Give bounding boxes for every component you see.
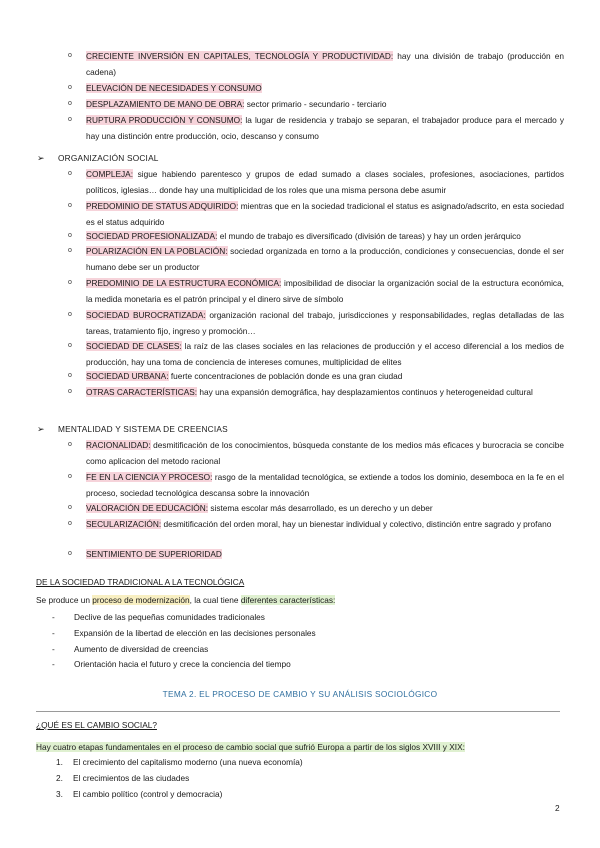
item-term: SENTIMIENTO DE SUPERIORIDAD [86, 549, 222, 559]
item-text: la raíz de las clases sociales en las relaciones de producción y el acceso diferencial a los medios de producción, hay una toma de conciencia de intereses comunes, multiplicidad de elites [86, 341, 564, 367]
numbered-item: El crecimiento del capitalismo moderno (una nueva economía) [73, 757, 303, 767]
item-text: desmitificación de los conocimientos, búsqueda constante de los medios más eficaces y burocracia se concibe como aplicacion del metodo racional [86, 440, 564, 466]
circle-bullet-icon: o [68, 388, 72, 395]
item-term: SOCIEDAD BUROCRATIZADA: [86, 310, 206, 320]
item-term: SECULARIZACIÓN: [86, 519, 162, 529]
circle-bullet-icon: o [68, 279, 72, 286]
numbered-item: El crecimientos de las ciudades [73, 773, 190, 783]
circle-bullet-icon: o [68, 247, 72, 254]
list-item [86, 338, 564, 370]
dash-item: Aumento de diversidad de creencias [74, 644, 209, 654]
list-item [86, 384, 564, 400]
numbered-item: El cambio político (control y democracia) [73, 789, 223, 799]
item-term: COMPLEJA: [86, 169, 134, 179]
section-title-organizacion: ORGANIZACIÓN SOCIAL [58, 153, 159, 163]
item-term: FE EN LA CIENCIA Y PROCESO: [86, 472, 213, 482]
dash-item: Declive de las pequeñas comunidades tradicionales [74, 612, 265, 622]
page-number: 2 [555, 803, 560, 813]
item-term: OTRAS CARACTERÍSTICAS: [86, 387, 198, 397]
item-term: SOCIEDAD URBANA: [86, 371, 169, 381]
item-text: desmitificación del orden moral, hay un bienestar individual y colectivo, distinción entre sagrado y profano [161, 519, 552, 529]
circle-bullet-icon: o [68, 550, 72, 557]
dash-item: Expansión de la libertad de elección en las decisiones personales [74, 628, 316, 638]
item-text: sistema escolar más desarrollado, es un derecho y un deber [208, 503, 433, 513]
item-text: mientras que en la sociedad tradicional el status es asignado/adscrito, en esta sociedad es el status adquirido [86, 201, 564, 227]
tema-title: TEMA 2. EL PROCESO DE CAMBIO Y SU ANÁLISIS SOCIOLÓGICO [162, 689, 438, 699]
item-term: CRECIENTE INVERSIÓN EN CAPITALES, TECNOLOGÍA Y PRODUCTIVIDAD: [86, 51, 394, 61]
item-term: POLARIZACIÓN EN LA POBLACIÓN: [86, 246, 228, 256]
item-term: RUPTURA PRODUCCIÓN Y CONSUMO: [86, 115, 243, 125]
circle-bullet-icon: o [68, 342, 72, 349]
arrow-bullet-icon: ➢ [37, 424, 45, 434]
circle-bullet-icon: o [68, 84, 72, 91]
circle-bullet-icon: o [68, 116, 72, 123]
tema-question: ¿QUÉ ES EL CAMBIO SOCIAL? [36, 720, 157, 730]
item-text: sociedad organizada en torno a la producción, condiciones y consecuencias, donde el ser humano debe ser un productor [86, 246, 564, 272]
item-text: el mundo de trabajo es diversificado (división de tareas) y hay un orden jerárquico [217, 231, 521, 241]
tema-intro: Hay cuatro etapas fundamentales en el proceso de cambio social que sufrió Europa a partir de los siglos XVIII y XIX: [36, 742, 465, 752]
circle-bullet-icon: o [68, 100, 72, 107]
transition-intro: Se produce un proceso de modernización, la cual tiene diferentes características: [36, 595, 336, 605]
item-text: hay una división de trabajo (producción en cadena) [86, 51, 564, 77]
circle-bullet-icon: o [68, 311, 72, 318]
item-term: SOCIEDAD PROFESIONALIZADA: [86, 231, 218, 241]
item-term: PREDOMINIO DE LA ESTRUCTURA ECONÓMICA: [86, 278, 282, 288]
item-text: organización racional del trabajo, jurisdicciones y responsabilidades, reglas detalladas de las tareas, tratamiento fijo, ingreso y promoción… [86, 310, 564, 336]
item-text: hay una expansión demográfica, hay desplazamientos continuos y heterogeneidad cultural [197, 387, 533, 397]
list-number: 2. [56, 773, 63, 783]
dash-bullet-icon: - [52, 644, 55, 654]
list-item [86, 437, 564, 469]
item-term: RACIONALIDAD: [86, 440, 151, 450]
list-item [86, 96, 564, 112]
circle-bullet-icon: o [68, 52, 72, 59]
list-item [86, 368, 564, 384]
list-item [86, 500, 564, 516]
list-item [86, 112, 564, 144]
circle-bullet-icon: o [68, 504, 72, 511]
list-item [86, 48, 564, 80]
list-item [86, 307, 564, 339]
item-term: VALORACIÓN DE EDUCACIÓN: [86, 503, 209, 513]
item-text: sector primario - secundario - terciario [244, 99, 387, 109]
circle-bullet-icon: o [68, 372, 72, 379]
dash-item: Orientación hacia el futuro y crece la conciencia del tiempo [74, 659, 291, 669]
list-item [86, 469, 564, 501]
item-text: fuerte concentraciones de población donde es una gran ciudad [168, 371, 403, 381]
list-item [86, 166, 564, 198]
section-title-mentalidad: MENTALIDAD Y SISTEMA DE CREENCIAS [58, 424, 228, 434]
item-term: ELEVACIÓN DE NECESIDADES Y CONSUMO [86, 83, 262, 93]
list-item [86, 80, 564, 96]
divider [36, 711, 560, 712]
list-number: 3. [56, 789, 63, 799]
circle-bullet-icon: o [68, 202, 72, 209]
circle-bullet-icon: o [68, 232, 72, 239]
list-item [86, 516, 564, 532]
transition-heading: DE LA SOCIEDAD TRADICIONAL A LA TECNOLÓGICA [36, 577, 245, 587]
list-item [86, 228, 564, 244]
list-item [86, 198, 564, 230]
item-text: sigue habiendo parentesco y grupos de edad sumado a clases sociales, profesiones, asociaciones, partidos políticos, iglesias… donde hay una multiplicidad de los roles que una misma persona debe asumir [86, 169, 564, 195]
item-text: imposibilidad de disociar la organización social de la estructura económica, la medida monetaria es el patrón principal y el dinero sirve de símbolo [86, 278, 564, 304]
list-item [86, 546, 564, 562]
item-term: DESPLAZAMIENTO DE MANO DE OBRA: [86, 99, 245, 109]
item-term: PREDOMINIO DE STATUS ADQUIRIDO: [86, 201, 239, 211]
item-text: la lugar de residencia y trabajo se separan, el trabajador produce para el mercado y hay una distinción entre producción, ocio, descanso y consumo [86, 115, 564, 141]
dash-bullet-icon: - [52, 612, 55, 622]
item-term: SOCIEDAD DE CLASES: [86, 341, 182, 351]
list-number: 1. [56, 757, 63, 767]
circle-bullet-icon: o [68, 473, 72, 480]
circle-bullet-icon: o [68, 441, 72, 448]
list-item [86, 275, 564, 307]
circle-bullet-icon: o [68, 170, 72, 177]
list-item [86, 243, 564, 275]
arrow-bullet-icon: ➢ [37, 153, 45, 163]
dash-bullet-icon: - [52, 628, 55, 638]
dash-bullet-icon: - [52, 659, 55, 669]
item-text: rasgo de la mentalidad tecnológica, se extiende a todos los dominio, desemboca en la fe en el proceso, sociedad tecnológica descansa sobre la innovación [86, 472, 564, 498]
circle-bullet-icon: o [68, 520, 72, 527]
